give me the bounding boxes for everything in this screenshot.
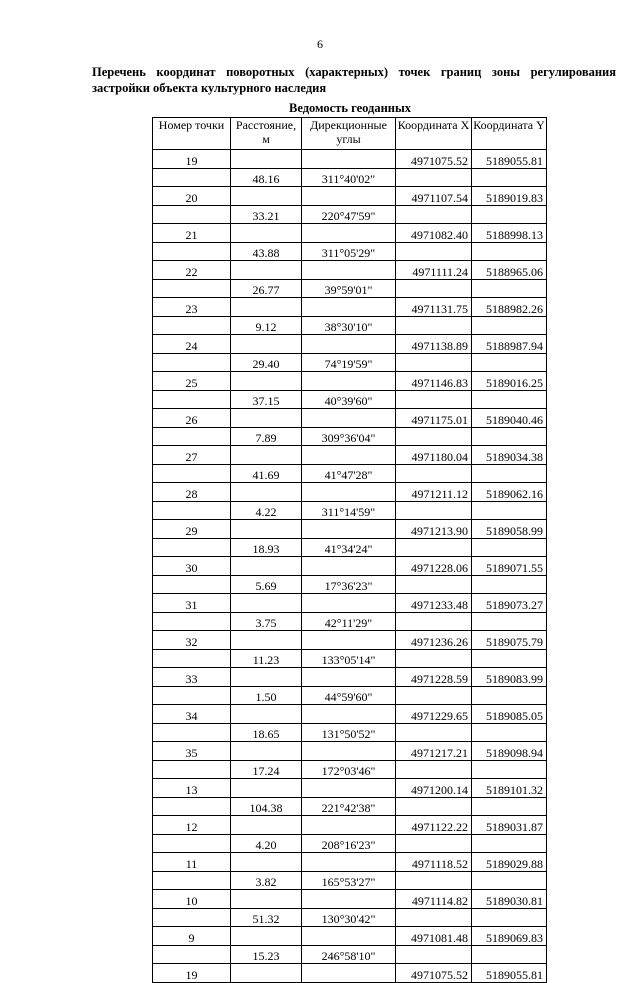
coordinate-y: 5189101.32 <box>472 779 547 798</box>
coordinate-y: 5189034.38 <box>472 446 547 465</box>
coordinate-y: 5189058.99 <box>472 520 547 539</box>
empty-cell <box>472 612 547 631</box>
empty-cell <box>396 575 472 594</box>
column-header-distance: Расстояние, м <box>231 118 302 150</box>
coordinate-y: 5189029.88 <box>472 853 547 872</box>
empty-cell <box>302 816 396 835</box>
segment-row <box>153 723 547 742</box>
segment-distance: 4.22 <box>231 501 302 520</box>
segment-distance: 48.16 <box>231 168 302 187</box>
segment-distance: 7.89 <box>231 427 302 446</box>
point-number: 22 <box>153 261 231 280</box>
coordinate-x: 4971228.06 <box>396 557 472 576</box>
empty-cell <box>153 242 231 261</box>
empty-cell <box>231 779 302 798</box>
empty-cell <box>472 723 547 742</box>
empty-cell <box>302 668 396 687</box>
empty-cell <box>396 871 472 890</box>
empty-cell <box>153 649 231 668</box>
column-header-x: Координата X <box>396 118 472 150</box>
segment-row <box>153 538 547 557</box>
empty-cell <box>153 279 231 298</box>
segment-angle: 130°30'42" <box>302 908 396 927</box>
segment-angle: 133°05'14" <box>302 649 396 668</box>
coordinate-y: 5189040.46 <box>472 409 547 428</box>
document-heading: Перечень координат поворотных (характерных) точек границ зоны регулирования застройки объекта культурного наследия <box>92 65 616 95</box>
empty-cell <box>231 631 302 650</box>
segment-angle: 38°30'10" <box>302 316 396 335</box>
point-row <box>153 261 547 280</box>
empty-cell <box>302 409 396 428</box>
point-number: 34 <box>153 705 231 724</box>
empty-cell <box>396 945 472 964</box>
empty-cell <box>153 353 231 372</box>
point-row <box>153 816 547 835</box>
empty-cell <box>302 187 396 206</box>
coordinate-y: 5189019.83 <box>472 187 547 206</box>
coordinate-y: 5189073.27 <box>472 594 547 613</box>
segment-row <box>153 464 547 483</box>
segment-angle: 165°53'27" <box>302 871 396 890</box>
segment-distance: 5.69 <box>231 575 302 594</box>
empty-cell <box>153 797 231 816</box>
empty-cell <box>396 612 472 631</box>
segment-row <box>153 427 547 446</box>
segment-distance: 3.82 <box>231 871 302 890</box>
coordinate-x: 4971111.24 <box>396 261 472 280</box>
coordinate-x: 4971217.21 <box>396 742 472 761</box>
coordinate-x: 4971075.52 <box>396 150 472 169</box>
empty-cell <box>302 446 396 465</box>
empty-cell <box>472 316 547 335</box>
empty-cell <box>396 686 472 705</box>
point-row <box>153 927 547 946</box>
empty-cell <box>231 298 302 317</box>
segment-distance: 43.88 <box>231 242 302 261</box>
coordinate-x: 4971131.75 <box>396 298 472 317</box>
empty-cell <box>396 279 472 298</box>
segment-distance: 18.93 <box>231 538 302 557</box>
empty-cell <box>231 853 302 872</box>
segment-distance: 104.38 <box>231 797 302 816</box>
coordinate-x: 4971229.65 <box>396 705 472 724</box>
empty-cell <box>153 945 231 964</box>
empty-cell <box>302 520 396 539</box>
point-number: 26 <box>153 409 231 428</box>
segment-angle: 246°58'10" <box>302 945 396 964</box>
segment-angle: 311°40'02" <box>302 168 396 187</box>
coordinate-x: 4971180.04 <box>396 446 472 465</box>
point-number: 27 <box>153 446 231 465</box>
empty-cell <box>153 723 231 742</box>
empty-cell <box>396 538 472 557</box>
segment-angle: 309°36'04" <box>302 427 396 446</box>
segment-row <box>153 205 547 224</box>
segment-row <box>153 686 547 705</box>
segment-distance: 51.32 <box>231 908 302 927</box>
segment-angle: 311°14'59" <box>302 501 396 520</box>
empty-cell <box>472 353 547 372</box>
empty-cell <box>396 242 472 261</box>
empty-cell <box>153 538 231 557</box>
point-number: 23 <box>153 298 231 317</box>
empty-cell <box>472 834 547 853</box>
point-row <box>153 335 547 354</box>
empty-cell <box>153 316 231 335</box>
coordinate-y: 5189069.83 <box>472 927 547 946</box>
segment-row <box>153 279 547 298</box>
empty-cell <box>302 890 396 909</box>
segment-angle: 39°59'01" <box>302 279 396 298</box>
empty-cell <box>153 501 231 520</box>
empty-cell <box>153 612 231 631</box>
segment-angle: 41°34'24" <box>302 538 396 557</box>
point-number: 19 <box>153 150 231 169</box>
empty-cell <box>396 464 472 483</box>
point-row <box>153 668 547 687</box>
empty-cell <box>153 686 231 705</box>
empty-cell <box>231 335 302 354</box>
empty-cell <box>231 372 302 391</box>
table-title: Ведомость геоданных <box>288 101 411 115</box>
point-row <box>153 483 547 502</box>
point-row <box>153 964 547 983</box>
point-row <box>153 372 547 391</box>
coordinate-x: 4971138.89 <box>396 335 472 354</box>
point-number: 29 <box>153 520 231 539</box>
empty-cell <box>472 279 547 298</box>
empty-cell <box>302 927 396 946</box>
segment-row <box>153 649 547 668</box>
coordinate-x: 4971200.14 <box>396 779 472 798</box>
segment-distance: 11.23 <box>231 649 302 668</box>
point-row <box>153 446 547 465</box>
segment-row <box>153 760 547 779</box>
segment-distance: 26.77 <box>231 279 302 298</box>
empty-cell <box>472 538 547 557</box>
point-row <box>153 557 547 576</box>
coordinate-y: 5189071.55 <box>472 557 547 576</box>
empty-cell <box>396 797 472 816</box>
segment-row <box>153 945 547 964</box>
empty-cell <box>153 834 231 853</box>
segment-row <box>153 316 547 335</box>
point-row <box>153 631 547 650</box>
coordinate-y: 5189085.05 <box>472 705 547 724</box>
empty-cell <box>231 557 302 576</box>
empty-cell <box>231 150 302 169</box>
segment-angle: 41°47'28" <box>302 464 396 483</box>
coordinate-y: 5189075.79 <box>472 631 547 650</box>
coordinate-x: 4971233.48 <box>396 594 472 613</box>
empty-cell <box>396 205 472 224</box>
empty-cell <box>231 409 302 428</box>
coordinate-x: 4971236.26 <box>396 631 472 650</box>
coordinate-y: 5189055.81 <box>472 150 547 169</box>
segment-row <box>153 871 547 890</box>
empty-cell <box>396 168 472 187</box>
empty-cell <box>302 298 396 317</box>
segment-angle: 44°59'60" <box>302 686 396 705</box>
segment-distance: 41.69 <box>231 464 302 483</box>
point-row <box>153 742 547 761</box>
empty-cell <box>472 797 547 816</box>
empty-cell <box>472 760 547 779</box>
empty-cell <box>396 760 472 779</box>
point-number: 25 <box>153 372 231 391</box>
segment-angle: 172°03'46" <box>302 760 396 779</box>
empty-cell <box>302 964 396 983</box>
segment-row <box>153 908 547 927</box>
segment-row <box>153 797 547 816</box>
empty-cell <box>472 427 547 446</box>
empty-cell <box>231 927 302 946</box>
point-number: 30 <box>153 557 231 576</box>
segment-distance: 15.23 <box>231 945 302 964</box>
point-row <box>153 298 547 317</box>
segment-angle: 208°16'23" <box>302 834 396 853</box>
coordinate-y: 5188965.06 <box>472 261 547 280</box>
coordinate-x: 4971081.48 <box>396 927 472 946</box>
point-row <box>153 890 547 909</box>
empty-cell <box>302 224 396 243</box>
empty-cell <box>302 594 396 613</box>
empty-cell <box>302 779 396 798</box>
segment-row <box>153 612 547 631</box>
segment-angle: 74°19'59" <box>302 353 396 372</box>
empty-cell <box>396 834 472 853</box>
empty-cell <box>396 353 472 372</box>
point-number: 32 <box>153 631 231 650</box>
segment-row <box>153 501 547 520</box>
segment-row <box>153 242 547 261</box>
coordinate-y: 5188987.94 <box>472 335 547 354</box>
coordinate-x: 4971175.01 <box>396 409 472 428</box>
empty-cell <box>153 390 231 409</box>
empty-cell <box>472 205 547 224</box>
point-number: 35 <box>153 742 231 761</box>
coordinate-y: 5189031.87 <box>472 816 547 835</box>
segment-angle: 131°50'52" <box>302 723 396 742</box>
empty-cell <box>396 316 472 335</box>
empty-cell <box>396 390 472 409</box>
point-number: 28 <box>153 483 231 502</box>
empty-cell <box>396 723 472 742</box>
empty-cell <box>472 168 547 187</box>
segment-distance: 29.40 <box>231 353 302 372</box>
coordinate-x: 4971213.90 <box>396 520 472 539</box>
point-number: 13 <box>153 779 231 798</box>
empty-cell <box>396 649 472 668</box>
empty-cell <box>472 908 547 927</box>
segment-angle: 17°36'23" <box>302 575 396 594</box>
coordinate-x: 4971118.52 <box>396 853 472 872</box>
segment-row <box>153 390 547 409</box>
empty-cell <box>396 908 472 927</box>
coordinate-x: 4971082.40 <box>396 224 472 243</box>
point-number: 10 <box>153 890 231 909</box>
empty-cell <box>472 390 547 409</box>
coordinate-y: 5188998.13 <box>472 224 547 243</box>
coordinate-y: 5189016.25 <box>472 372 547 391</box>
empty-cell <box>396 501 472 520</box>
coordinate-y: 5189083.99 <box>472 668 547 687</box>
empty-cell <box>472 649 547 668</box>
point-row <box>153 594 547 613</box>
empty-cell <box>231 964 302 983</box>
empty-cell <box>153 464 231 483</box>
column-header-angle: Дирекционные углы <box>302 118 396 150</box>
empty-cell <box>231 816 302 835</box>
column-header-y: Координата Y <box>472 118 547 150</box>
segment-row <box>153 575 547 594</box>
coordinate-x: 4971075.52 <box>396 964 472 983</box>
segment-row <box>153 834 547 853</box>
point-row <box>153 520 547 539</box>
point-row <box>153 409 547 428</box>
empty-cell <box>153 168 231 187</box>
segment-angle: 220°47'59" <box>302 205 396 224</box>
empty-cell <box>231 705 302 724</box>
coordinate-x: 4971107.54 <box>396 187 472 206</box>
point-row <box>153 150 547 169</box>
empty-cell <box>153 427 231 446</box>
empty-cell <box>396 427 472 446</box>
point-number: 9 <box>153 927 231 946</box>
point-number: 33 <box>153 668 231 687</box>
segment-distance: 33.21 <box>231 205 302 224</box>
empty-cell <box>302 150 396 169</box>
empty-cell <box>153 760 231 779</box>
empty-cell <box>231 742 302 761</box>
coordinate-y: 5189098.94 <box>472 742 547 761</box>
empty-cell <box>472 686 547 705</box>
empty-cell <box>302 631 396 650</box>
point-number: 24 <box>153 335 231 354</box>
geodata-table <box>152 117 547 983</box>
empty-cell <box>302 557 396 576</box>
point-number: 19 <box>153 964 231 983</box>
point-row <box>153 853 547 872</box>
coordinate-y: 5189055.81 <box>472 964 547 983</box>
empty-cell <box>231 890 302 909</box>
table-body <box>153 150 547 983</box>
empty-cell <box>302 335 396 354</box>
segment-angle: 311°05'29" <box>302 242 396 261</box>
empty-cell <box>231 594 302 613</box>
segment-distance: 37.15 <box>231 390 302 409</box>
empty-cell <box>231 483 302 502</box>
coordinate-y: 5188982.26 <box>472 298 547 317</box>
empty-cell <box>231 224 302 243</box>
empty-cell <box>231 520 302 539</box>
table-header-row <box>153 118 547 150</box>
empty-cell <box>231 187 302 206</box>
coordinate-y: 5189030.81 <box>472 890 547 909</box>
point-row <box>153 705 547 724</box>
empty-cell <box>302 372 396 391</box>
empty-cell <box>153 205 231 224</box>
point-number: 12 <box>153 816 231 835</box>
empty-cell <box>472 501 547 520</box>
segment-distance: 3.75 <box>231 612 302 631</box>
empty-cell <box>302 261 396 280</box>
empty-cell <box>302 853 396 872</box>
segment-angle: 221°42'38" <box>302 797 396 816</box>
empty-cell <box>302 742 396 761</box>
coordinate-x: 4971114.82 <box>396 890 472 909</box>
empty-cell <box>153 575 231 594</box>
point-row <box>153 187 547 206</box>
point-number: 20 <box>153 187 231 206</box>
empty-cell <box>153 871 231 890</box>
coordinate-y: 5189062.16 <box>472 483 547 502</box>
segment-row <box>153 353 547 372</box>
empty-cell <box>302 483 396 502</box>
column-header-point: Номер точки <box>153 118 231 150</box>
coordinate-x: 4971211.12 <box>396 483 472 502</box>
segment-row <box>153 168 547 187</box>
segment-distance: 18.65 <box>231 723 302 742</box>
empty-cell <box>231 261 302 280</box>
segment-angle: 42°11'29" <box>302 612 396 631</box>
segment-distance: 4.20 <box>231 834 302 853</box>
empty-cell <box>302 705 396 724</box>
coordinate-x: 4971122.22 <box>396 816 472 835</box>
coordinate-x: 4971146.83 <box>396 372 472 391</box>
point-number: 21 <box>153 224 231 243</box>
point-row <box>153 779 547 798</box>
empty-cell <box>472 945 547 964</box>
empty-cell <box>472 242 547 261</box>
point-number: 11 <box>153 853 231 872</box>
segment-distance: 1.50 <box>231 686 302 705</box>
empty-cell <box>231 446 302 465</box>
segment-distance: 9.12 <box>231 316 302 335</box>
empty-cell <box>153 908 231 927</box>
segment-distance: 17.24 <box>231 760 302 779</box>
coordinate-x: 4971228.59 <box>396 668 472 687</box>
point-number: 31 <box>153 594 231 613</box>
point-row <box>153 224 547 243</box>
page-number: 6 <box>317 37 323 51</box>
segment-angle: 40°39'60" <box>302 390 396 409</box>
empty-cell <box>472 464 547 483</box>
empty-cell <box>231 668 302 687</box>
empty-cell <box>472 575 547 594</box>
empty-cell <box>472 871 547 890</box>
